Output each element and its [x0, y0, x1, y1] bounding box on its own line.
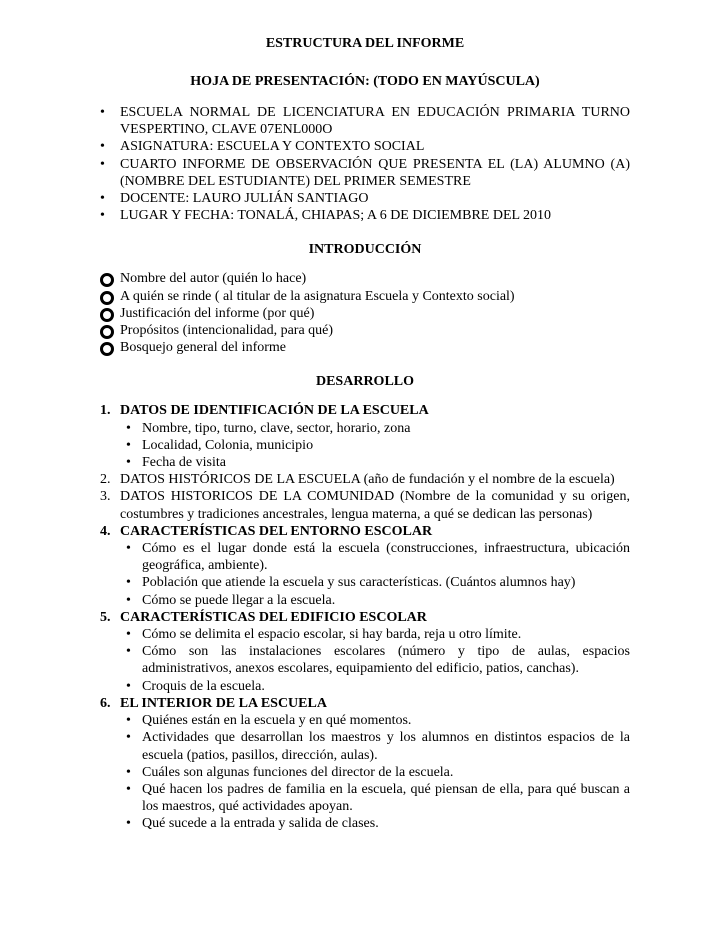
bullet-icon: •: [126, 781, 131, 797]
development-section: [100, 609, 630, 695]
section-item: [120, 574, 630, 591]
section-item: [120, 420, 630, 437]
cover-item: [100, 190, 630, 207]
cover-item-text: ESCUELA NORMAL DE LICENCIATURA EN EDUCACIÓN PRIMARIA TURNO VESPERTINO, CLAVE 07ENL000O: [120, 105, 630, 138]
intro-list: [100, 270, 630, 356]
section-item-text: Población que atiende la escuela y sus características. (Cuántos alumnos hay): [142, 575, 576, 591]
section-item: [120, 592, 630, 609]
section-item: [120, 454, 630, 471]
bullet-icon: •: [126, 541, 131, 557]
bullet-icon: •: [100, 105, 105, 120]
cover-item: [100, 207, 630, 224]
section-item: [120, 437, 630, 454]
cover-item: [100, 138, 630, 155]
section-number: 5.: [100, 609, 111, 625]
circle-bullet-icon: [100, 273, 114, 287]
section-item: [120, 729, 630, 763]
bullet-icon: •: [126, 627, 131, 643]
section-description: (Nombre de la comunidad y su origen, costumbres y tradiciones ancestrales, lengua materna, a qué se dedican las personas): [120, 489, 630, 522]
section-title: CARACTERÍSTICAS DEL EDIFICIO ESCOLAR: [120, 609, 427, 625]
section-description: (año de fundación y el nombre de la escuela): [360, 472, 615, 488]
section-item: [120, 626, 630, 643]
cover-item-text: ASIGNATURA: ESCUELA Y CONTEXTO SOCIAL: [120, 139, 425, 155]
section-title: CARACTERÍSTICAS DEL ENTORNO ESCOLAR: [120, 523, 433, 539]
section-item-text: Localidad, Colonia, municipio: [142, 437, 314, 453]
document-title: ESTRUCTURA DEL INFORME: [265, 36, 465, 51]
bullet-icon: •: [126, 644, 131, 660]
bullet-icon: •: [126, 764, 131, 780]
bullet-icon: •: [126, 816, 131, 832]
section-item-text: Cómo se puede llegar a la escuela.: [142, 592, 336, 608]
section-number: 4.: [100, 523, 111, 539]
development-section: [100, 695, 630, 833]
bullet-icon: •: [100, 208, 105, 224]
bullet-icon: •: [126, 730, 131, 746]
intro-item: [100, 339, 630, 356]
section-item: [120, 764, 630, 781]
cover-list: [100, 104, 630, 224]
circle-bullet-icon: [100, 325, 114, 339]
section-item-text: Qué sucede a la entrada y salida de clases.: [142, 816, 379, 832]
circle-bullet-icon: [100, 291, 114, 305]
intro-item-text: Justificación del informe (por qué): [120, 305, 315, 321]
section-item-text: Cómo son las instalaciones escolares (número y tipo de aulas, espacios administrativos, anexos escolares, equipamiento del edificio, patios, canchas).: [142, 644, 630, 677]
section-items: [120, 540, 630, 609]
intro-item: [100, 270, 630, 287]
cover-item-text: LUGAR Y FECHA: TONALÁ, CHIAPAS; A 6 DE DICIEMBRE DEL 2010: [120, 208, 552, 224]
bullet-icon: •: [100, 191, 105, 207]
section-item-text: Quiénes están en la escuela y en qué momentos.: [142, 713, 412, 729]
cover-item: [100, 156, 630, 190]
section-title: EL INTERIOR DE LA ESCUELA: [120, 695, 327, 711]
development-list: [100, 402, 630, 832]
section-items: [120, 712, 630, 832]
section-item: [120, 540, 630, 574]
bullet-icon: •: [126, 678, 131, 694]
cover-item-text: CUARTO INFORME DE OBSERVACIÓN QUE PRESENTA EL (LA) ALUMNO (A) (NOMBRE DEL ESTUDIANTE) DEL PRIMER SEMESTRE: [120, 156, 630, 189]
section-item-text: Cuáles son algunas funciones del director de la escuela.: [142, 764, 454, 780]
section-item: [120, 815, 630, 832]
section-item-text: Nombre, tipo, turno, clave, sector, horario, zona: [142, 420, 411, 436]
section-number: 1.: [100, 403, 111, 419]
bullet-icon: •: [126, 575, 131, 591]
cover-item-text: DOCENTE: LAURO JULIÁN SANTIAGO: [120, 191, 369, 207]
intro-item-text: A quién se rinde ( al titular de la asignatura Escuela y Contexto social): [120, 288, 515, 304]
bullet-icon: •: [100, 156, 105, 172]
development-section: [100, 402, 630, 471]
bullet-icon: •: [126, 592, 131, 608]
intro-item-text: Propósitos (intencionalidad, para qué): [120, 323, 334, 339]
section-title: DATOS HISTÓRICOS DE LA ESCUELA: [120, 472, 361, 488]
development-section: [100, 471, 630, 488]
section-item: [120, 781, 630, 815]
section-number: 3.: [100, 489, 111, 505]
section-items: [120, 420, 630, 472]
section-item-text: Qué hacen los padres de familia en la escuela, qué piensan de ella, para qué buscan a los maestros, qué actividades apoyan.: [142, 781, 630, 815]
section-item-text: Fecha de visita: [142, 455, 226, 471]
circle-bullet-icon: [100, 342, 114, 356]
section-title: DATOS HISTORICOS DE LA COMUNIDAD: [120, 489, 395, 505]
development-heading: DESARROLLO: [315, 374, 415, 390]
section-items: [120, 626, 630, 695]
circle-bullet-icon: [100, 308, 114, 322]
bullet-icon: •: [100, 139, 105, 155]
development-section: [100, 523, 630, 609]
section-number: 6.: [100, 695, 111, 711]
bullet-icon: •: [126, 713, 131, 729]
development-section: [100, 488, 630, 522]
intro-heading: INTRODUCCIÓN: [308, 242, 422, 258]
intro-item: [100, 305, 630, 322]
section-item-text: Cómo es el lugar donde está la escuela (construcciones, infraestructura, ubicación geográfica, ambiente).: [142, 541, 630, 574]
bullet-icon: •: [126, 420, 131, 436]
cover-heading: HOJA DE PRESENTACIÓN: (TODO EN MAYÚSCULA): [190, 74, 540, 89]
bullet-icon: •: [126, 455, 131, 471]
section-item: [120, 678, 630, 695]
intro-item-text: Nombre del autor (quién lo hace): [120, 271, 307, 287]
section-item-text: Cómo se delimita el espacio escolar, si hay barda, reja u otro límite.: [142, 627, 522, 643]
intro-item: [100, 288, 630, 305]
section-number: 2.: [100, 472, 111, 488]
section-item: [120, 643, 630, 677]
intro-item-text: Bosquejo general del informe: [120, 340, 287, 356]
document-page: [100, 28, 630, 833]
bullet-icon: •: [126, 437, 131, 453]
section-item-text: Croquis de la escuela.: [142, 678, 265, 694]
intro-item: [100, 322, 630, 339]
section-title: DATOS DE IDENTIFICACIÓN DE LA ESCUELA: [120, 403, 429, 419]
section-item: [120, 712, 630, 729]
section-item-text: Actividades que desarrollan los maestros y los alumnos en distintos espacios de la escuela (patios, pasillos, dirección, aulas).: [142, 730, 630, 763]
cover-item: [100, 104, 630, 138]
